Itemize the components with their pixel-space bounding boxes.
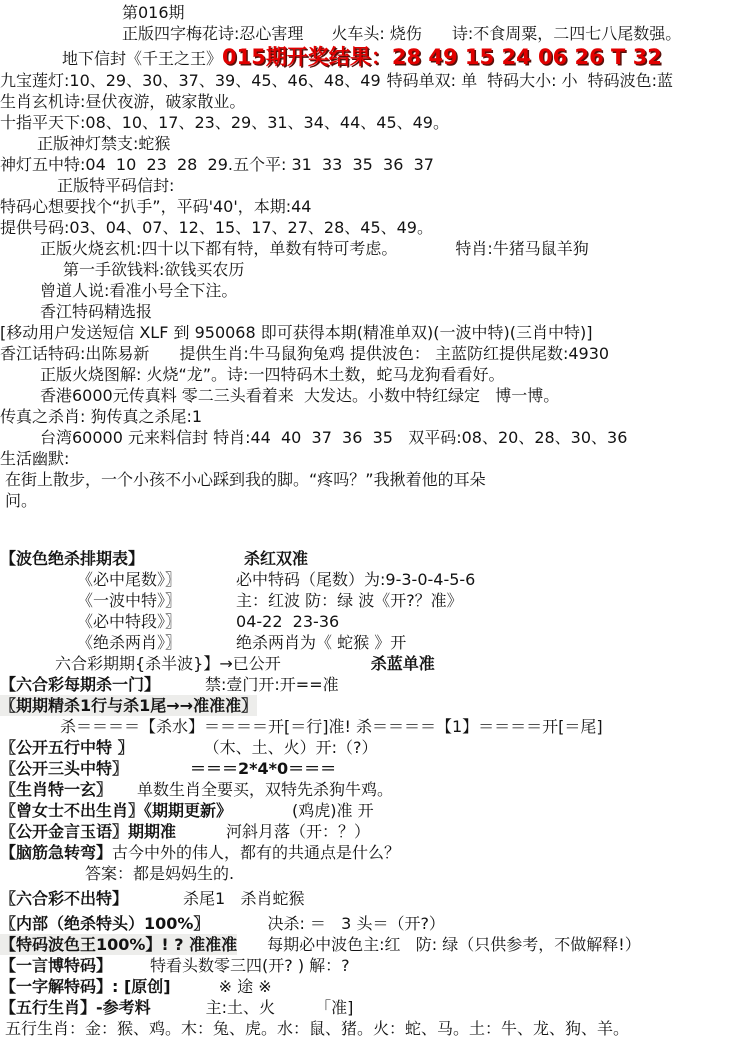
kill-two-zodiac-values: 绝杀两肖为《 蛇猴 》开 [236, 633, 407, 652]
lamp-forbid-line [0, 133, 748, 154]
special-wave-color: 特码波色:蓝 [587, 71, 674, 90]
xiangjiang-header-line [0, 301, 748, 322]
one-wave-label: 《一波中特》〗 [77, 591, 182, 610]
fax-kill: 传真之杀肖: 狗传真之杀尾:1 [0, 407, 203, 426]
kill-water-text: 杀＝＝＝＝【杀水】＝＝＝＝开[＝行]准! 杀＝＝＝＝【1】＝＝＝＝开[＝尾] [60, 717, 603, 736]
zodiac-poem: 生肖玄机诗:昼伏夜游，破家散业。 [0, 92, 246, 111]
one-word-bet-header: 【一言博特码】 [0, 956, 113, 975]
kill-water-line [0, 716, 748, 737]
fire-mystery: 正版火烧玄机:四十以下都有特，单数有特可考虑。 [40, 239, 398, 258]
no-special-line [0, 888, 748, 909]
three-heads-values: ＝＝＝2*4*0＝＝＝ [190, 759, 337, 778]
issue-number-line [0, 2, 748, 23]
special-zodiacs: 特肖:牛猪马鼠羊狗 [455, 239, 589, 258]
special-segment-label: 《必中特段》〗 [77, 612, 182, 631]
zengdao-saying: 曾道人说:看准小号全下注。 [40, 281, 238, 300]
kill-one-gate-line [0, 674, 748, 695]
humor-text-line2 [0, 490, 748, 511]
kill-one-gate-header: 【六合彩每期杀一门】 [0, 675, 161, 694]
wave-color-king-line [0, 934, 748, 955]
ms-zeng-line [0, 800, 748, 821]
provided-numbers: 提供号码:03、04、07、12、15、17、27、28、45、49。 [0, 218, 433, 237]
provided-numbers-line [0, 217, 748, 238]
humor-text: 在街上散步，一个小孩不小心踩到我的脚。“疼吗？”我揪着他的耳朵 [5, 470, 486, 489]
ms-zeng-values: (鸡虎)准 开 [292, 801, 374, 820]
kill-one-gate-values: 禁:壹门开:开==准 [205, 675, 339, 694]
sms-line [0, 322, 748, 343]
ten-fingers-line [0, 112, 748, 133]
special-odd-even: 特码单双: 单 [386, 71, 478, 90]
provided-zodiac-wave: 提供生肖:牛马鼠狗兔鸡 提供波色： 主蓝防红提供尾数:4930 [179, 344, 610, 363]
first-hand-tip: 第一手欲钱料:欲钱买农历 [63, 260, 245, 279]
brain-teaser-header: 【脑筋急转弯】 [0, 843, 113, 862]
one-word-bet-values: 特看头数零三四(开? ) 解：? [150, 956, 350, 975]
fire-diagram-line [0, 364, 748, 385]
three-heads-header: 〖公开三头中特〗 [0, 759, 129, 778]
zodiac-mystery-line [0, 779, 748, 800]
humor-text-line [0, 469, 748, 490]
golden-words-values: 河斜月落（开：？） [226, 822, 371, 841]
must-hit-tail-line [0, 569, 748, 590]
zodiac-mystery-values: 单数生肖全要买，双特先杀狗牛鸡。 [137, 780, 394, 799]
fire-mystery-line [0, 238, 748, 259]
issue-number: 第016期 [122, 3, 185, 22]
fax-kill-line [0, 406, 748, 427]
kill-red-result: 杀红双准 [244, 549, 309, 568]
five-element-zodiac-table-line [0, 1018, 748, 1039]
nine-lotus-numbers: 九宝莲灯:10、29、30、37、39、45、46、48、49 [0, 71, 381, 90]
one-char-solve-value: ※ 途 ※ [218, 977, 272, 996]
one-char-solve-line [0, 976, 748, 997]
result-line [0, 44, 748, 70]
wave-kill-table-line [0, 548, 748, 569]
envelope-label: 地下信封《千王之王》 [62, 49, 223, 68]
train-head: 火车头: 烧伤 [331, 24, 422, 43]
lamp-forbid: 正版神灯禁支:蛇猴 [37, 134, 171, 153]
zengdao-line [0, 280, 748, 301]
one-wave-values: 主：红波 防：绿 波《开?？准》 [236, 591, 463, 610]
kill-row-tail-header: 〖期期精杀1行与杀1尾→→准准准〗 [0, 696, 258, 715]
must-hit-tail-values: 必中特码（尾数）为:9-3-0-4-5-6 [236, 570, 476, 589]
special-segment-values: 04-22 23-36 [236, 612, 340, 631]
sms-instruction: [移动用户发送短信 XLF 到 950068 即可获得本期(精准单双)(一波中特)(三肖中特)] [0, 323, 593, 342]
one-char-solve-header: 【一字解特码】: [原创] [0, 977, 171, 996]
three-heads-line [0, 758, 748, 779]
lamp-five-special: 神灯五中特:04 10 23 28 29.五个平: 31 33 35 36 37 [0, 155, 434, 174]
five-elements-values: （木、土、火）开:（?） [203, 738, 378, 757]
one-wave-line [0, 590, 748, 611]
half-wave-line [0, 653, 748, 674]
plum-poem: 正版四字梅花诗:忍心害理 [122, 24, 304, 43]
xiangjiang-header: 香江特码精选报 [40, 302, 153, 321]
wave-color-king-header: 【特码波色王100%】! ? 准准准 [0, 935, 238, 954]
brain-teaser-answer-line [0, 863, 748, 884]
taiwan-tip: 台湾60000 元来料信封 特肖:44 40 37 36 35 双平码:08、20、28、30、36 [40, 428, 628, 447]
brain-teaser-line [0, 842, 748, 863]
must-hit-tail-label: 《必中尾数》〗 [77, 570, 182, 589]
kill-row-tail-line [0, 695, 748, 716]
humor-header-line [0, 448, 748, 469]
kill-blue-result: 杀蓝单准 [370, 654, 435, 673]
five-element-zodiac-accuracy: 「准] [315, 998, 354, 1017]
pickpocket-line [0, 196, 748, 217]
special-big-small: 特码大小: 小 [487, 71, 578, 90]
poem-text: 诗:不食周粟，二四七八尾数强。 [451, 24, 682, 43]
wave-color-king-values: 每期必中波色主:红 防: 绿（只供参考，不做解释!） [267, 935, 641, 954]
plum-poem-line [0, 23, 748, 44]
humor-header: 生活幽默: [0, 449, 70, 468]
no-special-header: 〖六合彩不出特】 [0, 889, 129, 908]
xiangjiang-special-line [0, 343, 748, 364]
hk-fax-tip: 香港6000元传真料 零二三头看着来 大发达。小数中特红绿定 博一博。 [40, 386, 560, 405]
internal-kill-head-header: 〖内部（绝杀特头）100%〗 [0, 914, 210, 933]
five-elements-line [0, 737, 748, 758]
first-hand-line [0, 259, 748, 280]
ms-zeng-header: 〖曾女士不出生肖〗《期期更新》 [0, 801, 233, 820]
five-elements-header: 〖公开五行中特 〗 [0, 738, 134, 757]
brain-teaser-answer: 答案：都是妈妈生的. [85, 864, 235, 883]
internal-kill-head-line [0, 913, 748, 934]
fire-diagram: 正版火烧图解: 火烧“龙”。诗:一四特码木土数，蛇马龙狗看看好。 [40, 365, 505, 384]
pickpocket-text: 特码心想要找个“扒手”，平码'40'，本期:44 [0, 197, 312, 216]
wave-kill-table-header: 【波色绝杀排期表】 [0, 549, 145, 568]
xiangjiang-special: 香江话特码:出陈易新 [0, 344, 150, 363]
zodiac-poem-line [0, 91, 748, 112]
nine-lotus-line [0, 70, 748, 91]
humor-text-2: 问。 [5, 491, 38, 510]
one-word-bet-line [0, 955, 748, 976]
zodiac-mystery-header: 〖生肖特一玄〗 [0, 780, 113, 799]
internal-kill-head-values: 决杀: ＝ 3 头＝（开?） [267, 914, 445, 933]
five-element-zodiac-main: 主:土、火 [205, 998, 276, 1017]
half-wave-label: 六合彩期期{杀半波}】→已公开 [55, 654, 281, 673]
brain-teaser-question: 古今中外的伟人，都有的共通点是什么？ [112, 843, 401, 862]
envelope-header-line [0, 175, 748, 196]
golden-words-line [0, 821, 748, 842]
special-segment-line [0, 611, 748, 632]
golden-words-header: 〖公开金言玉语〗期期准 [0, 822, 177, 841]
ten-fingers-numbers: 十指平天下:08、10、17、23、29、31、34、44、45、49。 [0, 113, 449, 132]
draw-result-banner: 015期开奖结果：28 49 15 24 06 26 T 32 [222, 45, 662, 69]
no-special-values: 杀尾1 杀肖蛇猴 [183, 889, 305, 908]
five-element-zodiac-table: 五行生肖：金：猴、鸡。木：兔、虎。水：鼠、猪。火：蛇、马。土：牛、龙、狗、羊。 [5, 1019, 630, 1038]
lamp-five-special-line [0, 154, 748, 175]
hk-fax-line [0, 385, 748, 406]
kill-two-zodiac-line [0, 632, 748, 653]
five-element-zodiac-header: 【五行生肖】-参考料 [0, 998, 151, 1017]
taiwan-line [0, 427, 748, 448]
kill-two-zodiac-label: 《绝杀两肖》〗 [77, 633, 182, 652]
envelope-header: 正版特平码信封: [57, 176, 175, 195]
